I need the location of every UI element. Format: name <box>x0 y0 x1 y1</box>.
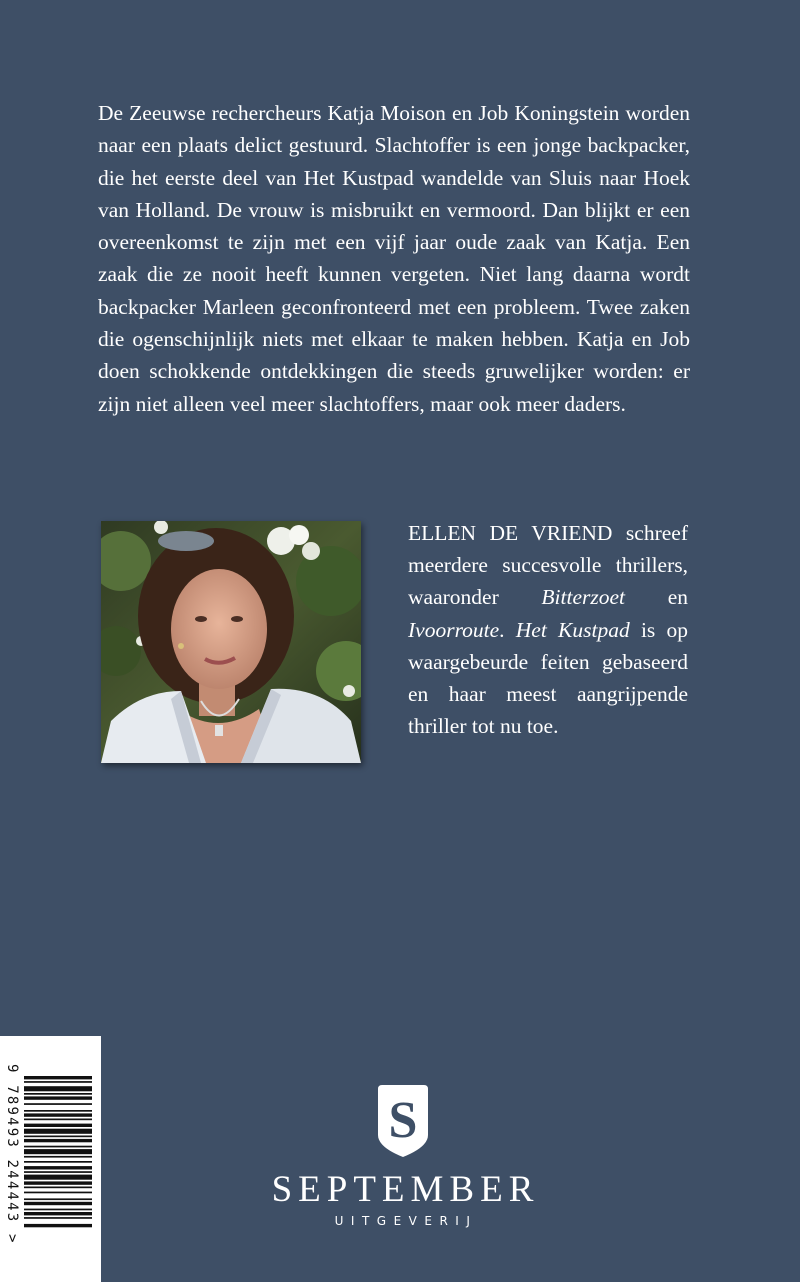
barcode-bar <box>24 1110 92 1112</box>
barcode-bar <box>24 1156 92 1158</box>
author-photo <box>101 521 361 763</box>
publisher-logo-letter: S <box>388 1092 418 1149</box>
barcode-bar <box>24 1081 92 1083</box>
book-title-bitterzoet: Bitterzoet <box>541 585 626 610</box>
barcode-bar <box>24 1209 92 1211</box>
barcode-bar <box>24 1202 92 1205</box>
barcode-bar <box>24 1181 92 1184</box>
barcode-bar <box>24 1086 92 1091</box>
barcode-bar <box>24 1076 92 1079</box>
publisher-subtitle: UITGEVERIJ <box>334 1214 478 1228</box>
barcode-bar <box>24 1113 92 1116</box>
barcode-bar <box>24 1149 92 1154</box>
barcode-bar <box>24 1124 92 1127</box>
barcode-bar <box>24 1224 92 1227</box>
barcode-digits: 9 789493 244443 > <box>4 1064 20 1245</box>
back-cover-blurb: De Zeeuwse rechercheurs Katja Moison en Job Koningstein worden naar een plaats delict gestuurd. Slachtoffer is een jonge backpacker, die het eerste deel van Het Kustpad wandelde van Sluis naar Hoek van Holland. De vrouw is misbruikt en vermoord. Dan blijkt er een overeenkomst te zijn met een vijf jaar oude zaak van Katja. Een zaak die ze nooit heeft kunnen vergeten. Niet lang daarna wordt backpacker Marleen geconfronteerd met een probleem. Twee zaken die ogenschijnlijk niets met elkaar te maken hebben. Katja en Job doen schokkende ontdekkingen die steeds gruwelijker worden: er zijn niet alleen veel meer slachtoffers, maar ook meer daders. <box>98 101 690 416</box>
barcode-bar <box>24 1093 92 1095</box>
barcode-bar <box>24 1136 92 1138</box>
barcode-bar <box>24 1103 92 1105</box>
publisher-logo-icon <box>372 1085 434 1157</box>
barcode-bar <box>24 1171 92 1173</box>
book-title-ivoorroute: Ivoorroute <box>408 617 500 642</box>
barcode-bar <box>24 1187 92 1189</box>
barcode-bar <box>24 1217 92 1219</box>
barcode-bar <box>24 1139 92 1142</box>
barcode-bar <box>24 1175 92 1180</box>
barcode-bar <box>24 1212 92 1215</box>
barcode-bar <box>24 1119 92 1121</box>
barcode-bar <box>24 1166 92 1169</box>
publisher-name: SEPTEMBER <box>271 1169 540 1210</box>
barcode-bar <box>24 1129 92 1134</box>
barcode-bar <box>24 1096 92 1099</box>
barcode-bar <box>24 1198 92 1200</box>
barcode-bar <box>24 1146 92 1148</box>
book-title-het-kustpad: Het Kustpad <box>515 617 630 642</box>
barcode-bar <box>24 1161 92 1163</box>
barcode-bar <box>24 1192 92 1194</box>
author-bio: ELLEN DE VRIEND schreef meerdere succesvolle thrillers, waaronder Bitterzoet en Ivoorroute. Het Kustpad is op waargebeurde feiten gebaseerd en haar meest aangrijpende thriller tot nu toe. <box>408 521 689 739</box>
author-name: ELLEN DE VRIEND <box>408 521 613 545</box>
